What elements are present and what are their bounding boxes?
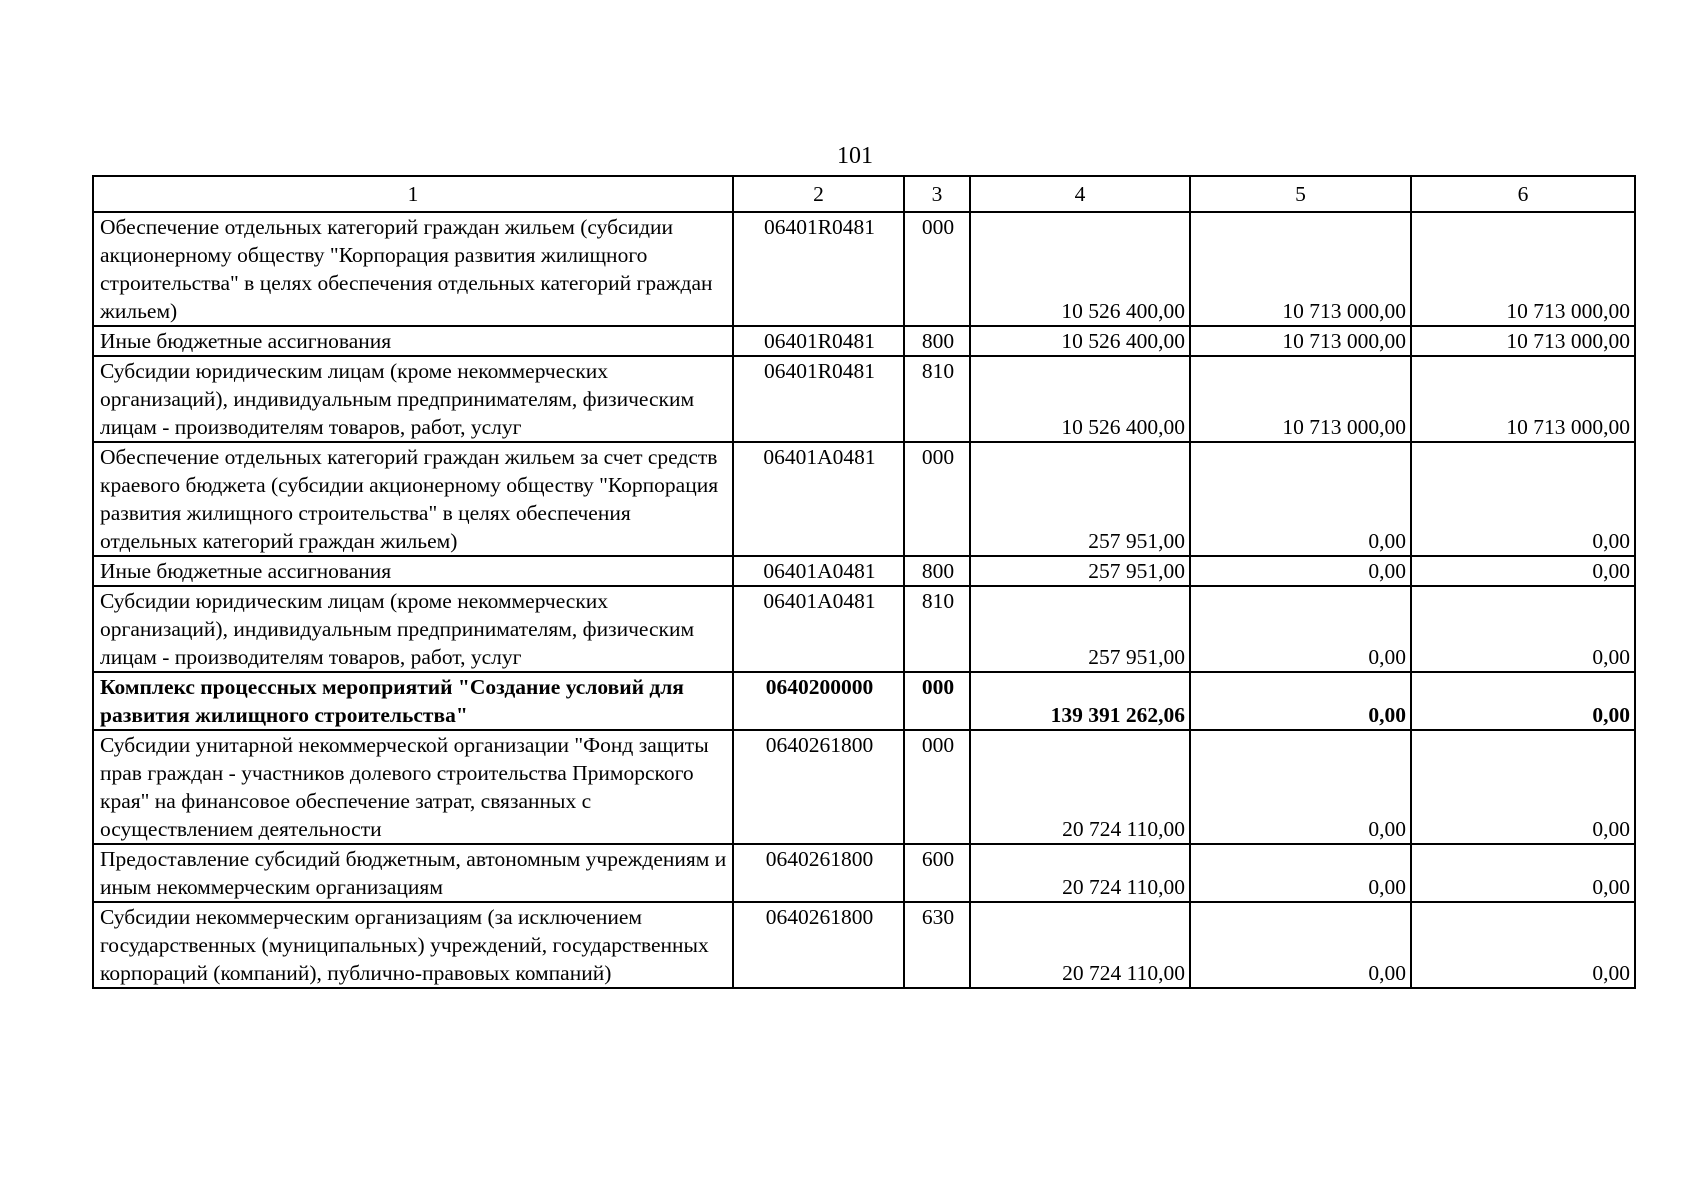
- expense-name-cell: Обеспечение отдельных категорий граждан жильем (субсидии акционерному обществу "Корпорация развития жилищного строительства" в целях обеспечения отдельных категорий граждан жильем): [93, 212, 733, 326]
- target-article-code-cell: 0640261800: [733, 844, 904, 902]
- amount-column-6-cell: 0,00: [1411, 586, 1635, 672]
- target-article-code-cell: 06401R0481: [733, 212, 904, 326]
- table-row: [93, 556, 1635, 586]
- expense-type-code-cell: 600: [904, 844, 970, 902]
- expense-type-code-cell: 000: [904, 672, 970, 730]
- expense-name-cell: Субсидии некоммерческим организациям (за исключением государственных (муниципальных) учреждений, государственных корпораций (компаний), публично-правовых компаний): [93, 902, 733, 988]
- expense-type-code-cell: 000: [904, 442, 970, 556]
- expense-type-code-cell: 630: [904, 902, 970, 988]
- table-row: [93, 672, 1635, 730]
- amount-column-6-cell: 0,00: [1411, 442, 1635, 556]
- amount-column-5-cell: 0,00: [1190, 442, 1411, 556]
- amount-column-6-cell: 10 713 000,00: [1411, 212, 1635, 326]
- amount-column-4-cell: 10 526 400,00: [970, 212, 1190, 326]
- expense-type-code-cell: 810: [904, 356, 970, 442]
- amount-column-5-cell: 0,00: [1190, 586, 1411, 672]
- table-header-row: [93, 176, 1635, 212]
- table-row: [93, 902, 1635, 988]
- amount-column-4-cell: 10 526 400,00: [970, 326, 1190, 356]
- amount-column-4-cell: 257 951,00: [970, 442, 1190, 556]
- expense-type-code-cell: 810: [904, 586, 970, 672]
- expense-name-cell: Обеспечение отдельных категорий граждан жильем за счет средств краевого бюджета (субсидии акционерному обществу "Корпорация развития жилищного строительства" в целях обеспечения отдельных категорий граждан жильем): [93, 442, 733, 556]
- target-article-code-cell: 06401A0481: [733, 556, 904, 586]
- expense-type-code-cell: 800: [904, 326, 970, 356]
- amount-column-4-cell: 257 951,00: [970, 586, 1190, 672]
- target-article-code-cell: 0640261800: [733, 902, 904, 988]
- column-header: 2: [733, 176, 904, 212]
- target-article-code-cell: 06401R0481: [733, 356, 904, 442]
- target-article-code-cell: 06401R0481: [733, 326, 904, 356]
- amount-column-4-cell: 10 526 400,00: [970, 356, 1190, 442]
- expense-name-cell: Субсидии юридическим лицам (кроме некоммерческих организаций), индивидуальным предпринимателям, физическим лицам - производителям товаров, работ, услуг: [93, 586, 733, 672]
- expense-name-cell: Субсидии унитарной некоммерческой организации "Фонд защиты прав граждан - участников долевого строительства Приморского края" на финансовое обеспечение затрат, связанных с осуществлением деятельности: [93, 730, 733, 844]
- target-article-code-cell: 0640200000: [733, 672, 904, 730]
- table-row: [93, 326, 1635, 356]
- amount-column-6-cell: 0,00: [1411, 672, 1635, 730]
- expense-name-cell: Иные бюджетные ассигнования: [93, 326, 733, 356]
- target-article-code-cell: 06401A0481: [733, 442, 904, 556]
- column-header: 4: [970, 176, 1190, 212]
- column-header: 5: [1190, 176, 1411, 212]
- expense-type-code-cell: 800: [904, 556, 970, 586]
- amount-column-5-cell: 10 713 000,00: [1190, 356, 1411, 442]
- expense-name-cell: Субсидии юридическим лицам (кроме некоммерческих организаций), индивидуальным предпринимателям, физическим лицам - производителям товаров, работ, услуг: [93, 356, 733, 442]
- expense-type-code-cell: 000: [904, 730, 970, 844]
- amount-column-4-cell: 20 724 110,00: [970, 844, 1190, 902]
- column-header: 1: [93, 176, 733, 212]
- amount-column-4-cell: 20 724 110,00: [970, 730, 1190, 844]
- amount-column-4-cell: 257 951,00: [970, 556, 1190, 586]
- amount-column-5-cell: 0,00: [1190, 844, 1411, 902]
- expense-name-cell: Иные бюджетные ассигнования: [93, 556, 733, 586]
- amount-column-6-cell: 10 713 000,00: [1411, 356, 1635, 442]
- amount-column-5-cell: 10 713 000,00: [1190, 212, 1411, 326]
- amount-column-6-cell: 0,00: [1411, 902, 1635, 988]
- target-article-code-cell: 06401A0481: [733, 586, 904, 672]
- table-row: [93, 212, 1635, 326]
- amount-column-5-cell: 0,00: [1190, 556, 1411, 586]
- expense-name-cell: Комплекс процессных мероприятий "Создание условий для развития жилищного строительства": [93, 672, 733, 730]
- table-body: [93, 212, 1635, 988]
- amount-column-5-cell: 0,00: [1190, 730, 1411, 844]
- expense-name-cell: Предоставление субсидий бюджетным, автономным учреждениям и иным некоммерческим организациям: [93, 844, 733, 902]
- page-number: 101: [837, 143, 873, 169]
- amount-column-4-cell: 139 391 262,06: [970, 672, 1190, 730]
- amount-column-5-cell: 0,00: [1190, 672, 1411, 730]
- table-row: [93, 356, 1635, 442]
- amount-column-6-cell: 0,00: [1411, 730, 1635, 844]
- amount-column-4-cell: 20 724 110,00: [970, 902, 1190, 988]
- target-article-code-cell: 0640261800: [733, 730, 904, 844]
- amount-column-6-cell: 0,00: [1411, 556, 1635, 586]
- amount-column-5-cell: 10 713 000,00: [1190, 326, 1411, 356]
- table-row: [93, 442, 1635, 556]
- amount-column-6-cell: 10 713 000,00: [1411, 326, 1635, 356]
- column-header: 6: [1411, 176, 1635, 212]
- expense-type-code-cell: 000: [904, 212, 970, 326]
- amount-column-6-cell: 0,00: [1411, 844, 1635, 902]
- column-header: 3: [904, 176, 970, 212]
- table-row: [93, 586, 1635, 672]
- table-row: [93, 844, 1635, 902]
- budget-table: [92, 175, 1636, 989]
- amount-column-5-cell: 0,00: [1190, 902, 1411, 988]
- table-row: [93, 730, 1635, 844]
